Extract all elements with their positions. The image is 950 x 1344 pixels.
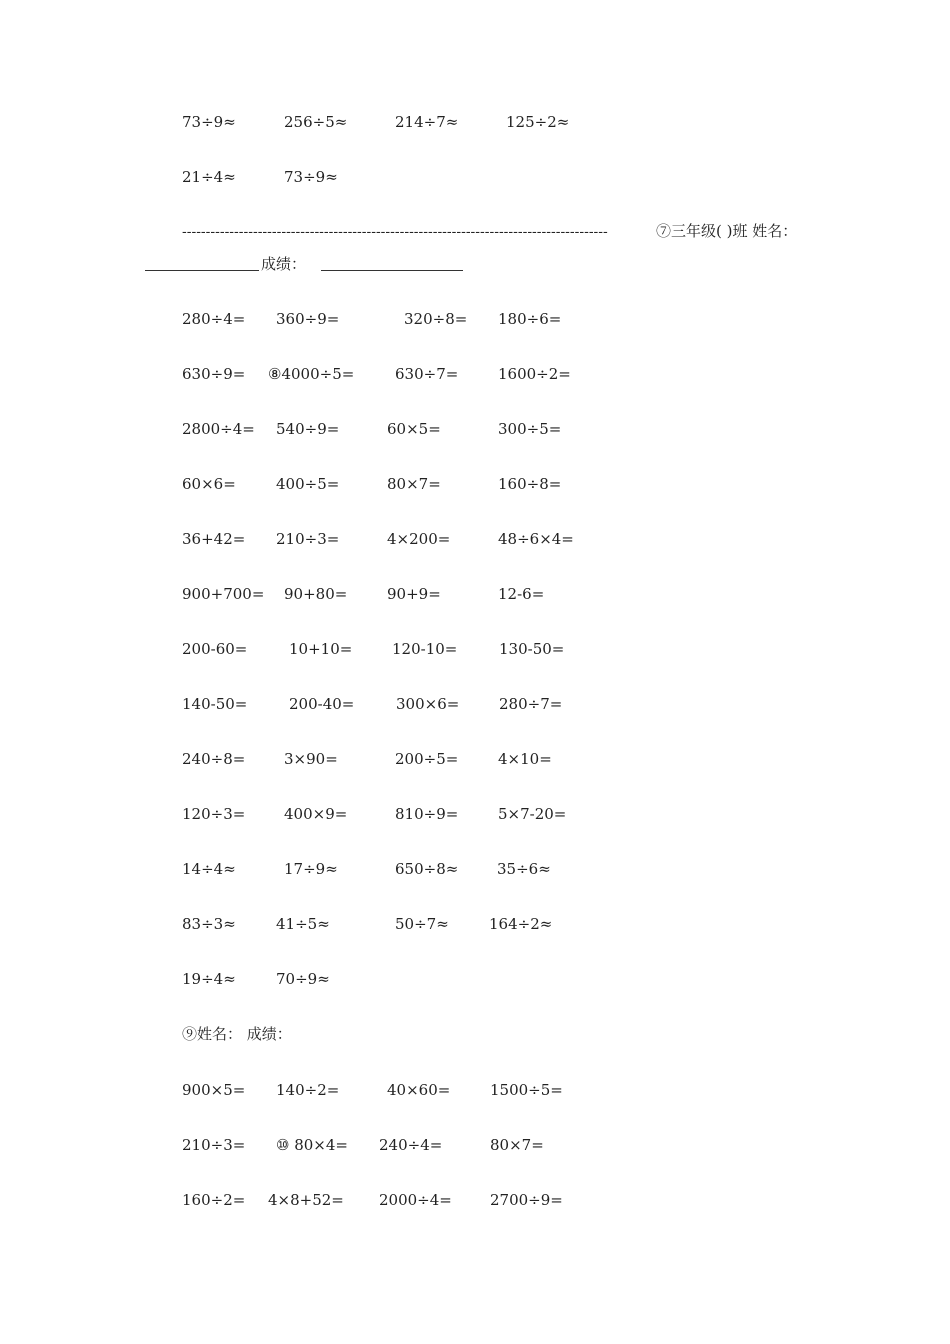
- problem: 41÷5≈: [276, 915, 330, 933]
- problem: 650÷8≈: [395, 860, 459, 878]
- problem: 256÷5≈: [284, 113, 348, 131]
- problem: 35÷6≈: [497, 860, 551, 878]
- problem: 200-60=: [182, 640, 248, 658]
- problem: 80×7=: [490, 1136, 544, 1154]
- score-label: 成绩：: [261, 255, 307, 273]
- section-9-header: ⑨姓名： 成绩：: [182, 1025, 292, 1043]
- problem: 400×9=: [284, 805, 348, 823]
- problem: 4×8+52=: [268, 1191, 344, 1209]
- problem: 200÷5=: [395, 750, 459, 768]
- problem: 240÷8=: [182, 750, 246, 768]
- problem: 210÷3=: [276, 530, 340, 548]
- problem: 200-40=: [289, 695, 355, 713]
- problem: 36+42=: [182, 530, 246, 548]
- problem: 400÷5=: [276, 475, 340, 493]
- problem: 12-6=: [498, 585, 545, 603]
- problem: 3×90=: [284, 750, 338, 768]
- score-blank-line: [321, 270, 463, 271]
- problem: 73÷9≈: [284, 168, 338, 186]
- problem: 4×10=: [498, 750, 552, 768]
- problem: 40×60=: [387, 1081, 451, 1099]
- problem: 2800÷4=: [182, 420, 255, 438]
- problem: 280÷7=: [499, 695, 563, 713]
- problem: 5×7-20=: [498, 805, 567, 823]
- problem: 125÷2≈: [506, 113, 570, 131]
- problem: 630÷7=: [395, 365, 459, 383]
- problem: 90+80=: [284, 585, 348, 603]
- problem: 164÷2≈: [489, 915, 553, 933]
- problem: 17÷9≈: [284, 860, 338, 878]
- problem: 540÷9=: [276, 420, 340, 438]
- problem: 90+9=: [387, 585, 441, 603]
- problem: ⑧4000÷5=: [268, 365, 355, 383]
- name-blank-line: [145, 270, 259, 271]
- problem: 2700÷9=: [490, 1191, 563, 1209]
- problem: 240÷4=: [379, 1136, 443, 1154]
- problem: 160÷2=: [182, 1191, 246, 1209]
- problem: 180÷6=: [498, 310, 562, 328]
- problem: 900+700=: [182, 585, 265, 603]
- problem: 80×7=: [387, 475, 441, 493]
- problem: 630÷9=: [182, 365, 246, 383]
- problem: 70÷9≈: [276, 970, 330, 988]
- problem: 214÷7≈: [395, 113, 459, 131]
- problem: 280÷4=: [182, 310, 246, 328]
- problem: 48÷6×4=: [498, 530, 574, 548]
- problem: 14÷4≈: [182, 860, 236, 878]
- problem: 60×6=: [182, 475, 236, 493]
- problem: 320÷8=: [404, 310, 468, 328]
- problem: ⑩ 80×4=: [276, 1136, 348, 1154]
- problem: 160÷8=: [498, 475, 562, 493]
- problem: 360÷9=: [276, 310, 340, 328]
- problem: 19÷4≈: [182, 970, 236, 988]
- problem: 300÷5=: [498, 420, 562, 438]
- problem: 140-50=: [182, 695, 248, 713]
- problem: 73÷9≈: [182, 113, 236, 131]
- section-divider: ------------------------------------------------------------------------------------------: [182, 224, 608, 240]
- problem: 83÷3≈: [182, 915, 236, 933]
- problem: 4×200=: [387, 530, 451, 548]
- problem: 210÷3=: [182, 1136, 246, 1154]
- problem: 300×6=: [396, 695, 460, 713]
- problem: 50÷7≈: [395, 915, 449, 933]
- problem: 60×5=: [387, 420, 441, 438]
- problem: 2000÷4=: [379, 1191, 452, 1209]
- problem: 900×5=: [182, 1081, 246, 1099]
- section-7-header: ⑦三年级( )班 姓名：: [656, 222, 798, 240]
- problem: 1500÷5=: [490, 1081, 563, 1099]
- problem: 1600÷2=: [498, 365, 571, 383]
- problem: 140÷2=: [276, 1081, 340, 1099]
- problem: 120-10=: [392, 640, 458, 658]
- problem: 120÷3=: [182, 805, 246, 823]
- problem: 130-50=: [499, 640, 565, 658]
- problem: 810÷9=: [395, 805, 459, 823]
- problem: 10+10=: [289, 640, 353, 658]
- problem: 21÷4≈: [182, 168, 236, 186]
